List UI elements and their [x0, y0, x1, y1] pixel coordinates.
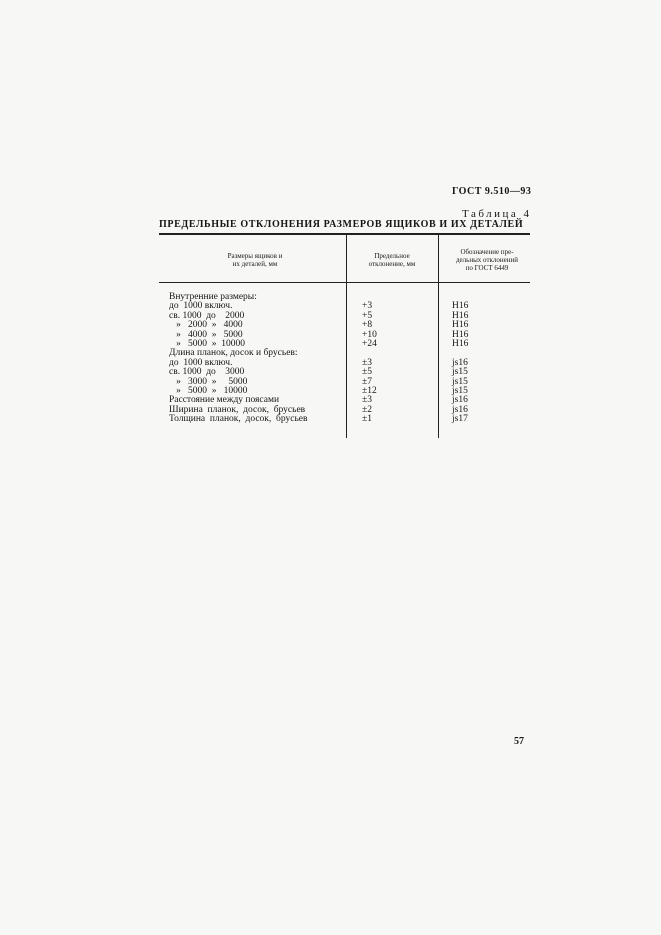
table-cell: ±3	[362, 395, 372, 406]
table-cell: Расстояние между поясами	[169, 395, 280, 406]
header-line: их деталей, мм	[232, 260, 278, 268]
column-divider	[346, 233, 347, 438]
table-cell: +10	[362, 329, 377, 340]
header-line: Обозначение пре-	[460, 248, 514, 256]
table-cell: js17	[452, 414, 468, 425]
table-cell: H16	[452, 310, 469, 321]
table-cell: js15	[452, 367, 468, 378]
table-label: Таблица 4	[462, 208, 532, 220]
table-cell: ±3	[362, 357, 372, 368]
column-header-designation	[442, 248, 532, 272]
sizes-column	[169, 293, 308, 424]
table-cell: H16	[452, 338, 469, 349]
table-cell: js15	[452, 385, 468, 396]
table-cell: +3	[362, 301, 373, 312]
header-line: отклонение, мм	[368, 260, 416, 268]
table-cell: +24	[362, 338, 377, 349]
table-cell: ±5	[362, 367, 372, 378]
table-cell: js16	[452, 404, 468, 415]
table-cell: H16	[452, 320, 469, 331]
table-top-rule	[159, 233, 530, 235]
table-cell: » 4000 » 5000	[169, 329, 243, 340]
table-cell: » 5000 » 10000	[169, 338, 245, 349]
header-bottom-rule	[159, 282, 530, 283]
document-code: ГОСТ 9.510—93	[452, 186, 532, 197]
designation-column	[452, 293, 468, 424]
table-cell: Длина планок, досок и брусьев:	[169, 348, 298, 359]
table-cell: до 1000 включ.	[169, 357, 233, 368]
table-cell: js16	[452, 395, 468, 406]
table-cell: H16	[452, 301, 469, 312]
header-line: дельных отклонений	[455, 256, 518, 264]
table-cell: св. 1000 до 2000	[169, 310, 245, 321]
table-cell: » 3000 » 5000	[169, 376, 248, 387]
table-cell: Ширина планок, досок, брусьев	[169, 404, 306, 415]
table-cell: ±1	[362, 414, 372, 425]
header-line: Предельное	[374, 252, 410, 260]
table-cell: св. 1000 до 3000	[169, 367, 245, 378]
header-line: Размеры ящиков и	[227, 252, 283, 260]
table-cell: ±12	[362, 385, 377, 396]
table-cell: » 2000 » 4000	[169, 320, 243, 331]
table-cell: H16	[452, 329, 469, 340]
table-cell: Внутренние размеры:	[169, 292, 257, 302]
column-divider	[438, 233, 439, 438]
deviation-column	[362, 293, 377, 424]
page-number: 57	[514, 736, 524, 747]
table-cell: js16	[452, 357, 468, 368]
column-header-sizes	[170, 252, 340, 268]
table-cell: ±7	[362, 376, 372, 387]
table-cell: ±2	[362, 404, 372, 415]
table-title: ПРЕДЕЛЬНЫЕ ОТКЛОНЕНИЯ РАЗМЕРОВ ЯЩИКОВ И ИХ ДЕТАЛЕЙ	[159, 219, 524, 230]
table-cell: js15	[452, 376, 468, 387]
table-cell: » 5000 » 10000	[169, 385, 248, 396]
table-cell: до 1000 включ.	[169, 301, 233, 312]
table-cell: +5	[362, 310, 373, 321]
header-line: по ГОСТ 6449	[465, 264, 509, 272]
column-header-deviation	[348, 252, 436, 268]
table-cell: Толщина планок, досок, брусьев	[169, 414, 308, 425]
table-cell: +8	[362, 320, 373, 331]
